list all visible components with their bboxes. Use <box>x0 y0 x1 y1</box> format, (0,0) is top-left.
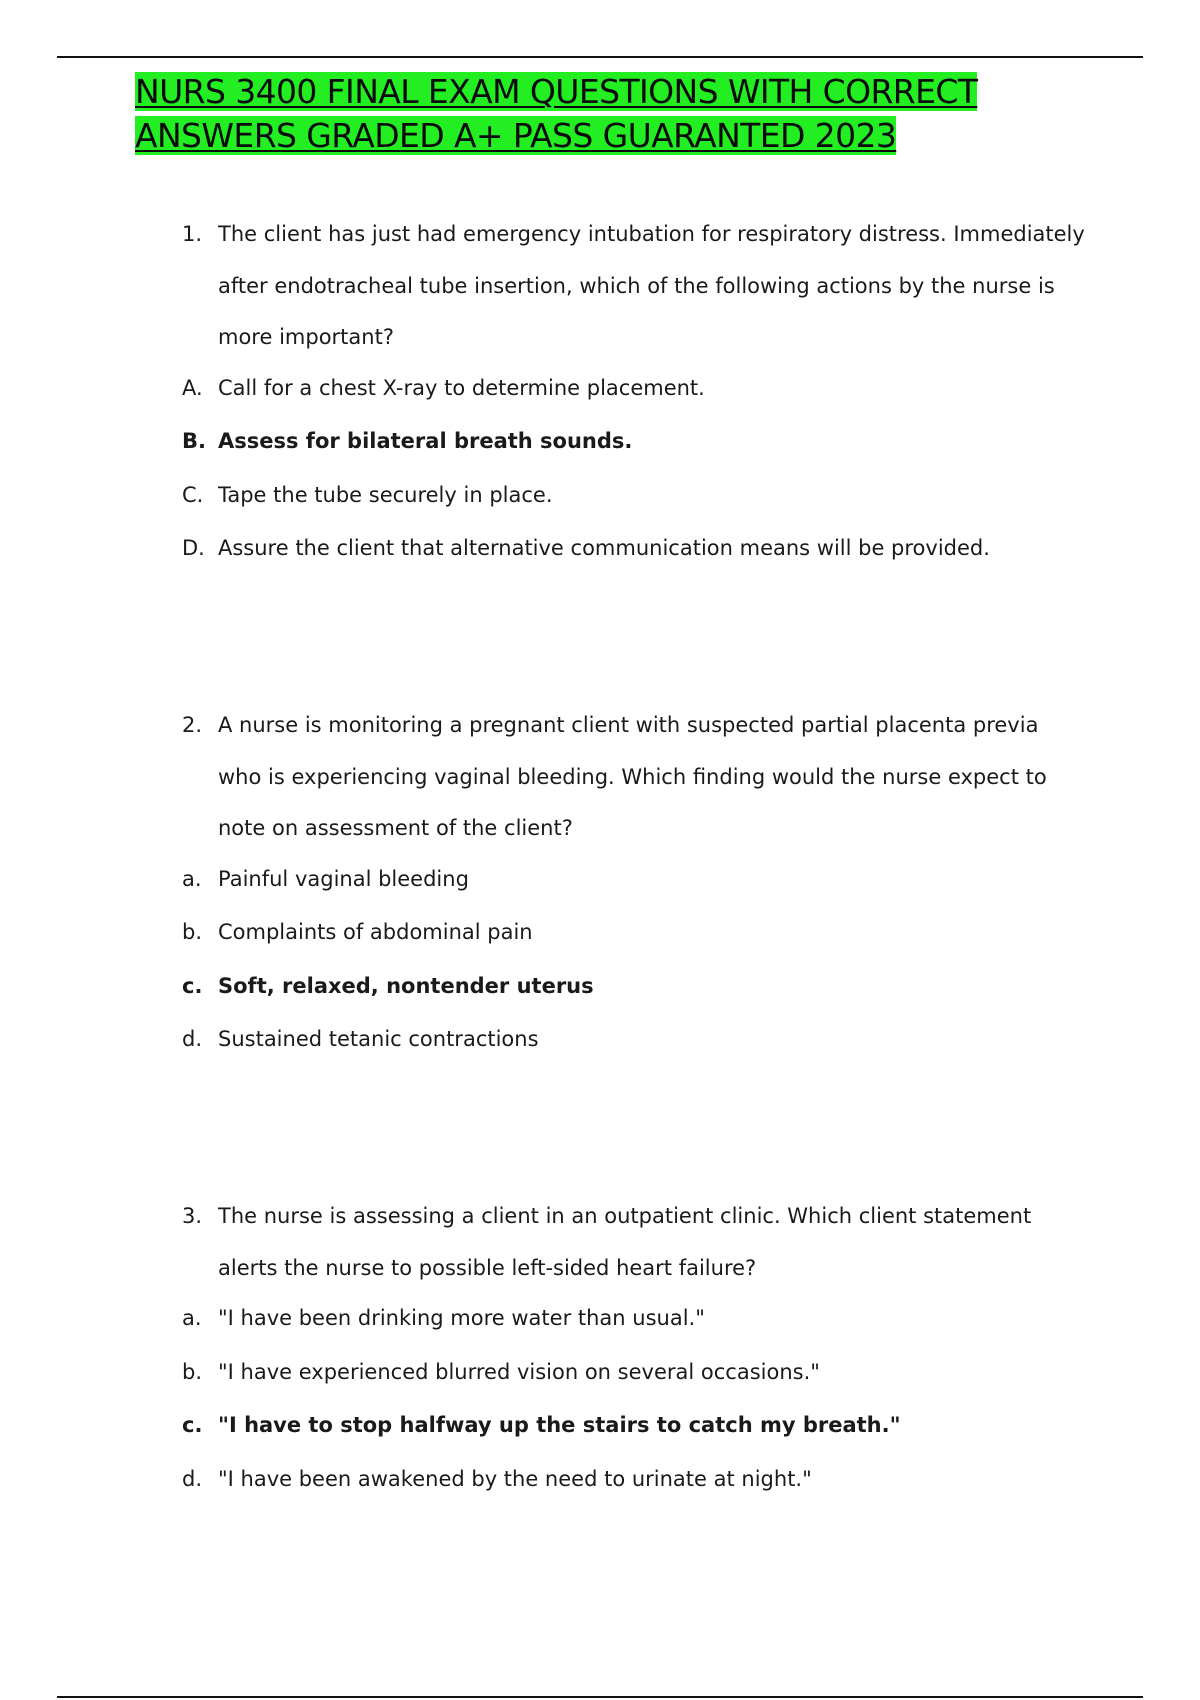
option-text: "I have experienced blurred vision on several occasions." <box>218 1359 820 1384</box>
option-text: Assess for bilateral breath sounds. <box>218 429 633 453</box>
answer-option-b <box>0 908 1200 962</box>
answer-option-d <box>0 524 1200 578</box>
question-text: The client has just had emergency intubation for respiratory distress. Immediately after endotracheal tube insertion, which of the following actions by the nurse is more important? <box>218 222 1085 349</box>
answer-options <box>0 855 1200 1069</box>
question-2 <box>0 700 1200 1069</box>
answer-option-c-correct <box>0 1401 1200 1455</box>
question-stem <box>0 1191 1088 1294</box>
answer-option-b-correct <box>0 417 1200 471</box>
option-text: "I have been awakened by the need to urinate at night." <box>218 1466 812 1491</box>
answer-option-c <box>0 471 1200 525</box>
option-text: Tape the tube securely in place. <box>218 482 553 507</box>
option-letter: a. <box>182 1306 202 1330</box>
answer-options <box>0 1294 1200 1508</box>
option-text: "I have been drinking more water than usual." <box>218 1306 705 1330</box>
answer-option-b <box>0 1348 1200 1402</box>
option-text: Soft, relaxed, nontender uterus <box>218 973 594 998</box>
answer-option-c-correct <box>0 962 1200 1016</box>
option-text: "I have to stop halfway up the stairs to catch my breath." <box>218 1413 901 1437</box>
option-letter: C. <box>182 482 204 507</box>
question-1 <box>0 209 1200 578</box>
question-text: A nurse is monitoring a pregnant client with suspected partial placenta previa who is experiencing vaginal bleeding. Which finding would the nurse expect to note on assessment of the client? <box>218 713 1047 840</box>
document-title <box>135 70 1035 158</box>
option-letter: A. <box>182 375 203 400</box>
question-number: 2. <box>182 713 203 737</box>
option-text: Painful vaginal bleeding <box>218 866 469 891</box>
answer-option-a <box>0 855 1200 909</box>
title-line-2: ANSWERS GRADED A+ PASS GUARANTED 2023 <box>135 116 897 155</box>
option-letter: d. <box>182 1027 203 1051</box>
title-line-1: NURS 3400 FINAL EXAM QUESTIONS WITH CORRECT <box>135 72 978 111</box>
question-3 <box>0 1191 1200 1508</box>
answer-option-d <box>0 1455 1200 1509</box>
question-number: 3. <box>182 1204 203 1228</box>
answer-option-d <box>0 1015 1200 1069</box>
question-number: 1. <box>182 222 203 246</box>
option-letter: D. <box>182 536 205 560</box>
question-stem <box>0 209 1088 364</box>
option-text: Sustained tetanic contractions <box>218 1027 539 1051</box>
answer-option-a <box>0 1294 1200 1348</box>
option-letter: b. <box>182 1359 203 1384</box>
question-stem <box>0 700 1088 855</box>
option-letter: d. <box>182 1466 203 1491</box>
option-letter: a. <box>182 866 202 891</box>
answer-option-a <box>0 364 1200 418</box>
option-letter: c. <box>182 973 203 998</box>
answer-options <box>0 364 1200 578</box>
option-letter: c. <box>182 1413 203 1437</box>
option-text: Call for a chest X-ray to determine placement. <box>218 375 705 400</box>
question-text: The nurse is assessing a client in an outpatient clinic. Which client statement alerts the nurse to possible left-sided heart failure? <box>218 1204 1032 1280</box>
option-letter: B. <box>182 429 206 453</box>
option-text: Assure the client that alternative communication means will be provided. <box>218 536 990 560</box>
top-rule <box>57 56 1143 58</box>
bottom-rule <box>57 1696 1143 1698</box>
option-letter: b. <box>182 920 203 944</box>
option-text: Complaints of abdominal pain <box>218 920 533 944</box>
